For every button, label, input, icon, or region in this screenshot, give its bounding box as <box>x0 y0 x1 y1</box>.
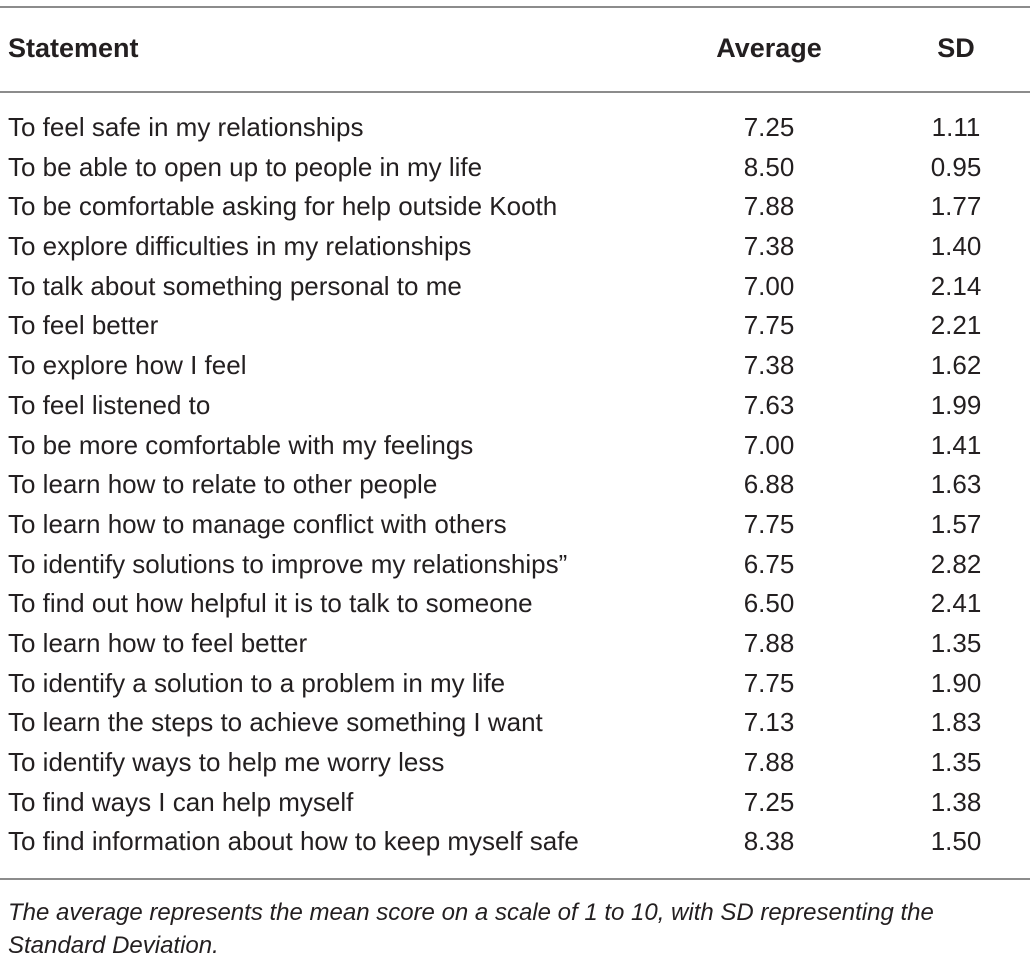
cell-statement: To be able to open up to people in my life <box>8 151 483 182</box>
table-row <box>0 266 1035 306</box>
table-row <box>0 147 1035 187</box>
cell-sd: 1.63 <box>930 469 982 500</box>
cell-sd: 1.40 <box>930 231 982 262</box>
cell-statement: To learn how to feel better <box>8 627 308 658</box>
table-row <box>0 583 1035 623</box>
cell-statement: To identify a solution to a problem in my life <box>8 667 506 698</box>
table-row <box>0 425 1035 465</box>
cell-average: 8.38 <box>743 826 795 857</box>
table-row <box>0 226 1035 266</box>
cell-average: 7.00 <box>743 270 795 301</box>
cell-sd: 1.41 <box>930 429 982 460</box>
cell-statement: To be more comfortable with my feelings <box>8 429 474 460</box>
table-body <box>0 107 1035 861</box>
table-top-rule <box>0 6 1030 8</box>
cell-average: 7.88 <box>743 191 795 222</box>
cell-average: 8.50 <box>743 151 795 182</box>
cell-statement: To learn the steps to achieve something I want <box>8 707 543 738</box>
cell-sd: 1.90 <box>930 667 982 698</box>
cell-average: 7.38 <box>743 350 795 381</box>
cell-statement: To find information about how to keep myself safe <box>8 826 579 857</box>
cell-average: 6.50 <box>743 588 795 619</box>
cell-sd: 1.57 <box>930 508 982 539</box>
cell-statement: To identify solutions to improve my relationships” <box>8 548 568 579</box>
cell-statement: To be comfortable asking for help outside Kooth <box>8 191 558 222</box>
table-row <box>0 186 1035 226</box>
cell-statement: To find out how helpful it is to talk to someone <box>8 588 533 619</box>
table-row <box>0 663 1035 703</box>
cell-average: 7.63 <box>743 389 795 420</box>
cell-sd: 1.77 <box>930 191 982 222</box>
cell-statement: To learn how to manage conflict with others <box>8 508 507 539</box>
table-row <box>0 782 1035 822</box>
cell-average: 7.25 <box>743 112 795 142</box>
cell-sd: 1.11 <box>931 112 981 142</box>
cell-statement: To feel safe in my relationships <box>8 112 364 142</box>
cell-sd: 2.82 <box>930 548 982 579</box>
header-statement: Statement <box>8 33 139 63</box>
table-footnote: The average represents the mean score on a scale of 1 to 10, with SD representing the Standard Deviation. <box>8 899 934 959</box>
cell-statement: To explore how I feel <box>8 350 247 381</box>
cell-sd: 1.99 <box>930 389 982 420</box>
cell-average: 7.88 <box>743 627 795 658</box>
cell-average: 7.75 <box>743 310 795 341</box>
cell-statement: To find ways I can help myself <box>8 786 354 817</box>
cell-sd: 1.35 <box>930 747 982 777</box>
cell-average: 7.25 <box>743 786 795 817</box>
cell-sd: 1.62 <box>930 350 982 381</box>
cell-sd: 1.35 <box>930 627 982 658</box>
header-average: Average <box>716 33 822 63</box>
table-row <box>0 544 1035 584</box>
cell-sd: 2.21 <box>930 310 982 341</box>
cell-average: 7.75 <box>743 667 795 698</box>
header-sd: SD <box>937 33 975 63</box>
table-row <box>0 702 1035 742</box>
cell-statement: To identify ways to help me worry less <box>8 747 445 777</box>
cell-statement: To explore difficulties in my relationships <box>8 231 472 262</box>
cell-average: 7.00 <box>743 429 795 460</box>
table-row <box>0 623 1035 663</box>
table-row <box>0 742 1035 782</box>
cell-average: 6.75 <box>743 548 795 579</box>
cell-sd: 1.50 <box>930 826 982 857</box>
header-bottom-rule <box>0 91 1030 93</box>
cell-sd: 1.83 <box>930 707 982 738</box>
cell-average: 7.13 <box>743 707 795 738</box>
table-row <box>0 305 1035 345</box>
cell-statement: To talk about something personal to me <box>8 270 462 301</box>
cell-statement: To learn how to relate to other people <box>8 469 438 500</box>
cell-statement: To feel listened to <box>8 389 211 420</box>
cell-average: 7.88 <box>743 747 795 777</box>
cell-sd: 1.38 <box>930 786 982 817</box>
table-row <box>0 107 1035 147</box>
cell-sd: 0.95 <box>930 151 982 182</box>
table-row <box>0 385 1035 425</box>
table-row <box>0 345 1035 385</box>
cell-sd: 2.41 <box>930 588 982 619</box>
table-bottom-rule <box>0 878 1030 880</box>
cell-average: 6.88 <box>743 469 795 500</box>
table-row <box>0 821 1035 861</box>
cell-sd: 2.14 <box>930 270 982 301</box>
cell-statement: To feel better <box>8 310 159 341</box>
table-row <box>0 464 1035 504</box>
table-row <box>0 504 1035 544</box>
cell-average: 7.38 <box>743 231 795 262</box>
cell-average: 7.75 <box>743 508 795 539</box>
